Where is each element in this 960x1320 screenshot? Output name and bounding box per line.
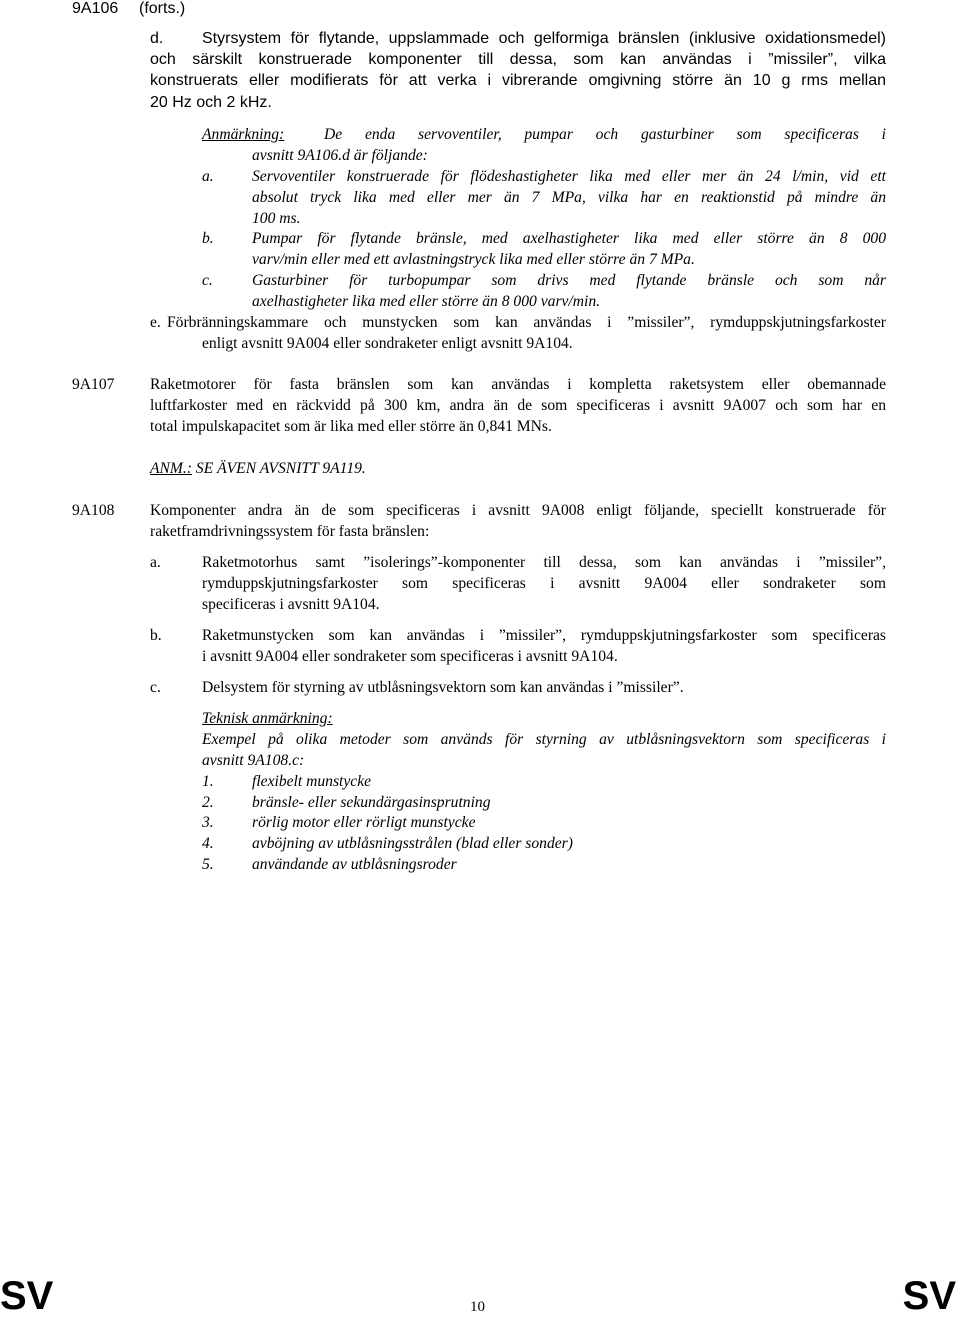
item-b-line-1: Raketmunstycken som kan användas i ”missiler”, rymduppskjutningsfarkoster som specificeras: [202, 627, 886, 644]
note-item-b-line-2: varv/min eller med ett avlastningstryck lika med eller större än 7 MPa.: [252, 251, 695, 268]
note-item-c-line-2: axelhastigheter lika med eller större än 8 000 varv/min.: [252, 293, 601, 310]
list-item-text: användande av utblåsningsroder: [252, 856, 457, 873]
note-item-b-line-1: Pumpar för flytande bränsle, med axelhastigheter lika med eller större än 8 000: [252, 230, 886, 247]
list-item-number: 3.: [202, 814, 214, 831]
item-d-line-1: Styrsystem för flytande, uppslammade och gelformiga bränslen (inklusive oxidationsmedel): [202, 30, 886, 47]
note-label: Anmärkning:: [202, 126, 285, 143]
list-item-text: rörlig motor eller rörligt munstycke: [252, 814, 476, 831]
item-a-line-2: rymduppskjutningsfarkoster som specificeras i avsnitt 9A004 eller sondraketer som: [202, 575, 886, 592]
list-item-number: 2.: [202, 794, 214, 811]
item-e-line-2: enligt avsnitt 9A004 eller sondraketer enligt avsnitt 9A104.: [202, 335, 573, 352]
section-9a107-id: 9A107: [72, 376, 115, 393]
item-d-line-3: konstruerats eller modifierats för att verka i vibrerande omgivning större än 10 g rms mellan: [150, 72, 886, 89]
note-item-c-line-1: Gasturbiner för turbopumpar som drivs med flytande bränsle och som når: [252, 272, 886, 289]
item-d-line-4: 20 Hz och 2 kHz.: [150, 94, 272, 111]
list-item-text: bränsle- eller sekundärgasinsprutning: [252, 794, 491, 811]
footer-language-right: SV: [902, 1274, 956, 1318]
item-c-label: c.: [150, 679, 161, 696]
section-9a108-intro-1: Komponenter andra än de som specificeras i avsnitt 9A008 enligt följande, speciellt konstruerade för: [150, 502, 886, 519]
item-b-label: b.: [150, 627, 162, 644]
page-number: 10: [470, 1299, 485, 1315]
note-item-a-line-2: absolut tryck lika med eller mer än 7 MPa, vilka har en reaktionstid på mindre än: [252, 189, 886, 206]
note-item-a-label: a.: [202, 168, 214, 185]
note-item-b-label: b.: [202, 230, 214, 247]
item-e-line-1: Förbränningskammare och munstycken som kan användas i ”missiler”, rymduppskjutningsfarkoster: [167, 314, 886, 331]
section-9a107-line-1: Raketmotorer för fasta bränslen som kan användas i kompletta raketsystem eller obemannade: [150, 376, 886, 393]
list-item-text: flexibelt munstycke: [252, 773, 372, 790]
see-also-label: ANM.:: [150, 460, 193, 477]
note-item-c-label: c.: [202, 272, 213, 289]
see-also-note: [150, 460, 366, 478]
see-also-text: SE ÄVEN AVSNITT 9A119.: [192, 460, 366, 477]
item-d-line-2: och särskilt konstruerade komponenter till dessa, som kan användas i ”missiler”, vilka: [150, 51, 886, 68]
item-b-line-2: i avsnitt 9A004 eller sondraketer som specificeras i avsnitt 9A104.: [202, 648, 618, 665]
section-9a108-id: 9A108: [72, 502, 115, 519]
section-number: 9A106: [72, 0, 119, 17]
note-line-1: De enda servoventiler, pumpar och gasturbiner som specificeras i: [324, 126, 886, 143]
note-line-2: avsnitt 9A106.d är följande:: [252, 147, 428, 164]
section-9a107-line-3: total impulskapacitet som är lika med eller större än 0,841 MNs.: [150, 418, 552, 435]
footer-language-left: SV: [0, 1274, 54, 1318]
item-e-label: e.: [150, 314, 161, 331]
item-a-label: a.: [150, 554, 161, 571]
item-a-line-1: Raketmotorhus samt ”isolerings”-komponenter till dessa, som kan användas i ”missiler”,: [202, 554, 886, 571]
tech-note-line-2: avsnitt 9A108.c:: [202, 752, 305, 769]
tech-note-label: Teknisk anmärkning:: [202, 710, 333, 727]
section-9a108-intro-2: raketframdrivningssystem för fasta bränslen:: [150, 523, 430, 540]
item-d-label: d.: [150, 30, 164, 47]
list-item-number: 4.: [202, 835, 214, 852]
list-item-number: 5.: [202, 856, 214, 873]
continued-label: (forts.): [139, 0, 186, 17]
section-9a107-line-2: luftfarkoster med en räckvidd på 300 km, andra än de som specificeras i avsnitt 9A007 och som har en: [150, 397, 886, 414]
list-item-number: 1.: [202, 773, 214, 790]
list-item-text: avböjning av utblåsningsstrålen (blad eller sonder): [252, 835, 573, 852]
note-item-a-line-1: Servoventiler konstruerade för flödeshastigheter lika med eller mer än 24 l/min, vid ett: [252, 168, 886, 185]
item-a-line-3: specificeras i avsnitt 9A104.: [202, 596, 380, 613]
item-c-line: Delsystem för styrning av utblåsningsvektorn som kan användas i ”missiler”.: [202, 679, 684, 696]
tech-note-line-1: Exempel på olika metoder som används för styrning av utblåsningsvektorn som specificeras i: [202, 731, 886, 748]
note-item-a-line-3: 100 ms.: [252, 210, 301, 227]
